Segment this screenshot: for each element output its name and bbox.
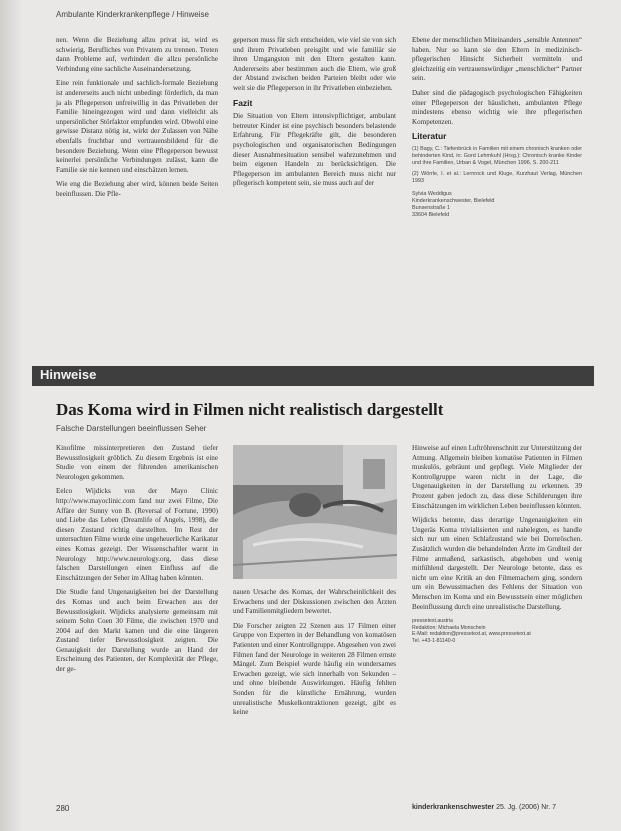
article-column-2 [233, 588, 396, 723]
paragraph: Wijdicks betonte, dass derartige Ungenauigkeiten ein Ungeräs Koma trivialisierten und nahelegten, es handle sich nur um einen Schlafzustand wie bei Dornröschen. Zusätzlich wurden die behandelnden Ärzte im Großteil der Filme anmaßend, sarkastisch, abgehoben und wenig mitfühlend dargestellt. Der Neurologe betonte, dass es nicht um eine Kritik an den Filmemachern ging, sondern um ein Bewusstmachen des Fehlens der Situation von Menschen im Koma und ein Bewusstsein einer möglichen Beeinflussung durch eine unrealistische Darstellung. [412, 516, 582, 611]
paragraph: nen. Wenn die Beziehung allzu privat ist, wird es schwierig, Berufliches von Privatem zu trennen. Treten dann Probleme auf, verhindert die allzu persönliche Verbindung eine sachliche Auseinandersetzung. [56, 36, 218, 73]
paragraph: geperson muss für sich entscheiden, wie viel sie von sich und ihrem Privatleben preisgibt und wie familiär sie ihren Umgangston mit den Eltern gestalten kann. Andererseits aber bestimmen auch die Eltern, wie groß der Abstand zwischen beiden Parteien bleibt oder wie weit sie die Pflegeperson in ihr Privatleben einbeziehen. [233, 36, 396, 92]
page-number: 280 [56, 804, 70, 813]
fazit-heading: Fazit [233, 97, 253, 108]
paragraph: Ebene der menschlichen Miteinanders „sensible Antennen“ haben. Nur so kann sie den Eltern in medizinisch-pflegerischen Hinsicht Sicherheit vermitteln und gleichzeitig ein vertrauenswürdiger „menschlicher“ Partner sein. [412, 36, 582, 83]
contact-line: 33604 Bielefeld [412, 211, 450, 218]
top-column-3 [412, 36, 582, 223]
contact-line: Sylvia Weddigus [412, 190, 452, 197]
reference-item: (1) Bagy, C.: Tiefenbrück in Familien mit einem chronisch kranken oder behinderten Kind, in: Gord Lehmkuhl (Hrsg.): Chronisch kranke Kinder und ihre Familien, Urban & Vogel, München 1996, S. 200-211 [412, 145, 582, 166]
running-head: Ambulante Kinderkrankenpflege / Hinweise [56, 10, 209, 19]
reference-item: (2) Wörrle, I. et al.: Lernrock und Kluge, Kurzhaut Verlag, München 1993 [412, 170, 582, 184]
credit-line: Tel. +43-1-81140-0 [412, 637, 456, 644]
paragraph: Die Studie fand Ungenauigkeiten bei der Darstellung des Komas und auch beim Erwachen aus der Bewusstlosigkeit. Wijdicks analysierte gemeinsam mit seinem Sohn Coen 30 Filme, die zwischen 1970 und 2004 auf den Markt kamen und die eine längeren Zustand tiefer Bewusstlosigkeit zeigten. Die Genauigkeit der Darstellung wurde an Hand der Erscheinung des Patienten, der Komplexität der Pflege, der ge- [56, 588, 218, 674]
article-title: Das Koma wird in Filmen nicht realistisch dargestellt [56, 400, 444, 419]
section-label: Hinweise [40, 367, 97, 382]
paragraph: Hinweise auf einen Luftröhrenschnitt zur Unterstützung der Atmung. Allgemein bleiben komatöse Patienten in Filmen muskulös, gebräunt und gepflegt. Viele Mitglieder der Kontrollgruppe waren nicht in der Lage, die Ungenauigkeiten in der Darstellung zu erkennen. 39 Prozent gaben jedoch zu, dass diese Schilderungen ihre Einschätzungen im wirklichen Leben beeinflussen könnten. [412, 444, 582, 510]
author-contact [412, 191, 582, 219]
paragraph: Eine rein funktionale und sachlich-formale Beziehung ist andererseits auch nicht unbedingt förderlich, da man ja als Pflegeperson unfreiwillig in das Privatleben der Familie hineingezogen wird und dann vielleicht als unpersönlicher Störfaktor empfunden wird. Obwohl eine gewisse Distanz nötig ist, wirkt der Zulassen von Nähe ebenfalls fruchtbar und vertrauensbildend für die besondere Beziehung. Wenn eine Pflegeperson bewusst keinerlei persönliche Verbindungen zulässt, kann die Familie sie nie kennen und einschätzen lernen. [56, 79, 218, 174]
paragraph: Die Forscher zeigten 22 Szenen aus 17 Filmen einer Gruppe von Experten in der Behandlung von komatösen Patienten und einer Kontrollgruppe. Abgesehen von zwei Filmen fand der Neurologe in weiteren 28 Filmen ernste Mängel. Zum Beispiel wurde häufig ein wundersames Erwachen gezeigt, wie sich innerhalb von Sekunden – und ohne bleibende Auswirkungen. Häufig fehlten Sonden für die künstliche Ernährung, wurden unrealistische Muskelkontraktionen gezeigt, gibt es keine [233, 621, 396, 717]
credit-line: pressetext.austria [412, 618, 453, 625]
top-column-1 [56, 36, 218, 205]
contact-line: Bunsenstraße 1 [412, 204, 451, 211]
paragraph: Wie eng die Beziehung aber wird, können beide Seiten beeinflussen. Die Pfle- [56, 180, 218, 198]
photo-illustration [233, 445, 397, 579]
literatur-heading: Literatur [412, 131, 447, 142]
credit-line: Redaktion: Michaela Monschein [412, 624, 486, 631]
binding-shadow [0, 0, 22, 831]
article-subtitle: Falsche Darstellungen beeinflussen Seher [56, 424, 207, 433]
journal-name: kinderkrankenschwester [412, 804, 495, 811]
article-photo-patient [233, 445, 397, 579]
article-column-3 [412, 444, 582, 644]
journal-issue: 25. Jg. (2006) Nr. 7 [496, 804, 556, 811]
paragraph: Daher sind die pädagogisch psychologischen Fähigkeiten einer Pflegeperson der häuslichen, ambulanten Pflege mindestens ebenso wichtig wie ihre pflegerischen Kompetenzen. [412, 88, 582, 126]
paragraph: Kinofilme missinterpretieren den Zustand tiefer Bewusstlosigkeit gröblich. Zu diesem Ergebnis ist eine Studie von einem der führenden amerikanischen Neurologen gekommen. [56, 444, 218, 481]
section-band [32, 366, 594, 386]
contact-line: Kinderkrankenschwester, Bielefeld [412, 197, 495, 204]
top-column-2 [233, 36, 396, 194]
paragraph: Eelco Wijdicks von der Mayo Clinic http://www.mayoclinic.com fand nur zwei Filme, Die Affäre der Sunny von B. (Reversal of Fortune, 1990) und Liebe das Leben (Dreamlife of Angels, 1998), die diesen Zustand richtig darstellten. Im Rest der untersuchten Filme wurde eine ungeheuerliche Karikatur eines Komas gezeigt. Der Wissenschaftler warnt in Neurology http://www.neurology.org, dass diese falschen Darstellungen einen Einfluss auf die Einschätzungen der Seher im Alltag haben könnten. [56, 487, 218, 582]
credit-line: E-Mail: redaktion@pressetext.at, www.pressetext.at [412, 631, 531, 638]
paragraph: Die Situation von Eltern intensivpflichtiger, ambulant betreuter Kinder ist eine psychisch besonders belastende Erfahrung. Für Pflegekräfte gilt, die besonderen psychologischen und organisatorischen Bedingungen dieser Ausnahmesituation sensibel wahrzunehmen und beim eigenen Handeln zu berücksichtigen. Die Pflegeperson im ambulanten Bereich muss nicht nur pflegerisch kompetent sein, sie muss auch auf der [233, 112, 396, 188]
journal-footer [412, 804, 556, 811]
paragraph: nauen Ursache des Komas, der Wahrscheinlichkeit des Erwachens und der Diskussionen zwischen den Ärzten und Familienmitgliedern bewertet. [233, 588, 396, 616]
article-credit [412, 618, 582, 644]
article-column-1 [56, 444, 218, 680]
